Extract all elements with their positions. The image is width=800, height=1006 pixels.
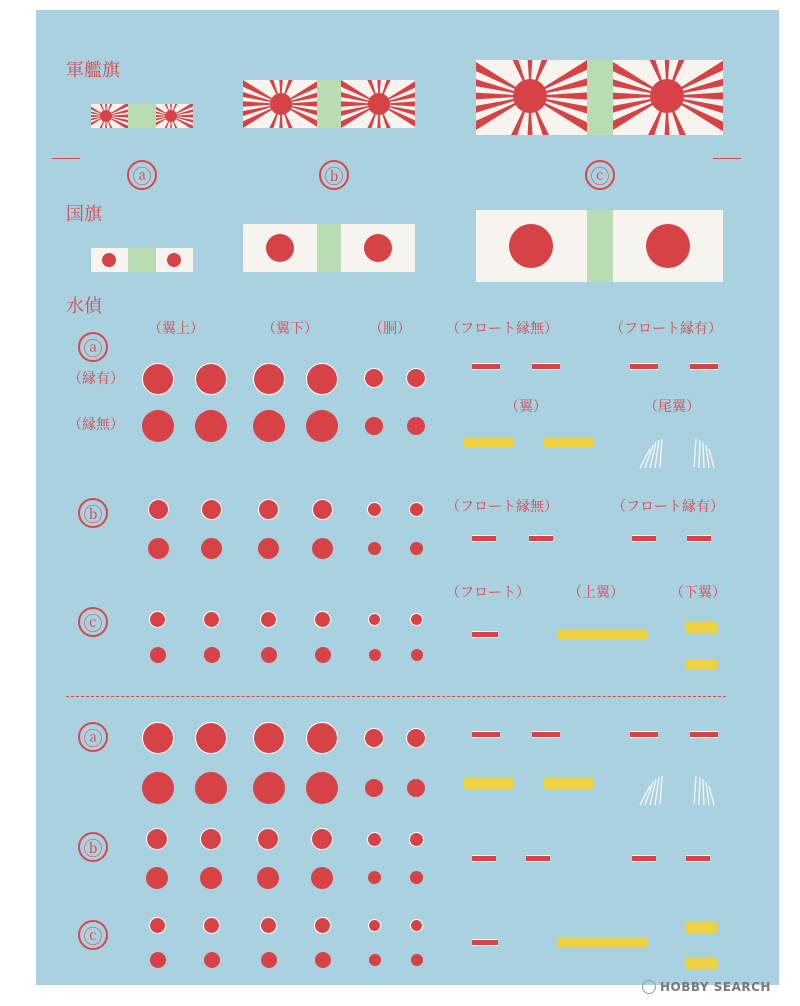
roundel-wing-lower (315, 647, 331, 663)
roundel-fuselage (367, 502, 382, 517)
upper-wing-stripe-yellow (557, 629, 647, 640)
roundel-wing-upper (195, 772, 227, 804)
float-mark (472, 631, 498, 638)
roundel-wing-upper (201, 499, 222, 520)
roundel-fuselage (410, 613, 423, 626)
wing-stripe-yellow (464, 778, 513, 789)
roundel-fuselage (411, 954, 423, 966)
roundel-fuselage (406, 728, 426, 748)
lower-wing-stripe-yellow (686, 958, 717, 969)
roundel-wing-upper (195, 363, 227, 395)
roundel-fuselage (365, 779, 383, 797)
lower-wing-stripe-yellow (686, 622, 717, 633)
section-divider (66, 696, 726, 697)
divider-right (713, 158, 741, 159)
naval-ensign-a (91, 104, 193, 128)
spare-marker-a: ⓐ (78, 722, 108, 752)
seaplane-marker-a: ⓐ (78, 332, 108, 362)
roundel-fuselage (410, 871, 423, 884)
roundel-wing-upper (149, 917, 166, 934)
roundel-fuselage (410, 542, 423, 555)
roundel-wing-lower (306, 722, 338, 754)
header-float-with-border: （フロート縁有） (610, 321, 722, 337)
float-mark (630, 363, 658, 370)
header-float-no-border-b: （フロート縁無） (446, 499, 558, 515)
upper-wing-stripe-yellow (557, 937, 647, 948)
watermark-text: HOBBY SEARCH (660, 980, 771, 994)
marker-a: ⓐ (127, 160, 157, 190)
roundel-wing-lower (312, 499, 333, 520)
marker-b: ⓑ (319, 160, 349, 190)
row-label-no-border: （縁無） (68, 417, 124, 433)
roundel-wing-upper (203, 917, 220, 934)
divider-left (52, 158, 80, 159)
roundel-wing-upper (200, 828, 222, 850)
lower-wing-stripe-yellow (686, 922, 717, 933)
tail-stripes-icon (636, 772, 726, 808)
roundel-wing-upper (149, 611, 166, 628)
roundel-wing-lower (312, 538, 333, 559)
header-float-with-border-b: （フロート縁有） (612, 499, 724, 515)
float-mark (632, 855, 656, 862)
national-flag-title: 国旗 (66, 204, 102, 225)
roundel-wing-lower (260, 611, 277, 628)
roundel-wing-upper (204, 952, 220, 968)
roundel-wing-upper (200, 867, 222, 889)
naval-ensign-c (476, 60, 723, 135)
header-tail-wing: （尾翼） (644, 399, 700, 415)
float-mark (472, 939, 498, 946)
roundel-wing-upper (150, 647, 166, 663)
roundel-wing-upper (203, 611, 220, 628)
roundel-wing-upper (148, 538, 169, 559)
roundel-wing-upper (142, 722, 174, 754)
wing-stripe-yellow (544, 778, 593, 789)
roundel-fuselage (369, 649, 381, 661)
roundel-fuselage (368, 919, 381, 932)
roundel-wing-lower (261, 647, 277, 663)
roundel-fuselage (368, 613, 381, 626)
roundel-wing-lower (306, 772, 338, 804)
row-label-with-border: （縁有） (68, 371, 124, 387)
header-float-no-border: （フロート縁無） (446, 321, 558, 337)
roundel-wing-lower (261, 952, 277, 968)
spare-marker-c: ⓒ (78, 920, 108, 950)
roundel-wing-lower (253, 722, 285, 754)
spare-marker-b: ⓑ (78, 832, 108, 862)
roundel-fuselage (407, 779, 425, 797)
seaplane-title: 水偵 (66, 296, 102, 317)
float-mark (472, 731, 500, 738)
roundel-wing-upper (150, 952, 166, 968)
roundel-wing-lower (257, 828, 279, 850)
float-mark (532, 731, 560, 738)
header-float: （フロート） (446, 585, 530, 601)
roundel-wing-lower (253, 363, 285, 395)
watermark-logo-icon (642, 980, 656, 994)
naval-ensign-title: 軍艦旗 (66, 60, 120, 81)
roundel-fuselage (368, 542, 381, 555)
roundel-wing-lower (258, 499, 279, 520)
roundel-wing-lower (253, 772, 285, 804)
float-mark (472, 363, 500, 370)
float-mark (632, 535, 656, 542)
float-mark (690, 731, 718, 738)
roundel-wing-upper (195, 410, 227, 442)
roundel-fuselage (367, 832, 382, 847)
roundel-wing-lower (257, 867, 279, 889)
header-wing-lower: （翼下） (262, 321, 318, 337)
float-mark (472, 855, 496, 862)
float-mark (526, 855, 550, 862)
roundel-fuselage (411, 649, 423, 661)
roundel-wing-upper (148, 499, 169, 520)
roundel-fuselage (369, 954, 381, 966)
roundel-wing-lower (314, 611, 331, 628)
roundel-wing-lower (306, 410, 338, 442)
roundel-fuselage (406, 368, 426, 388)
float-mark (529, 535, 553, 542)
roundel-wing-upper (195, 722, 227, 754)
header-wing: （翼） (505, 399, 547, 415)
roundel-wing-lower (311, 867, 333, 889)
roundel-wing-lower (314, 917, 331, 934)
float-mark (472, 535, 496, 542)
decal-sheet (36, 10, 779, 985)
national-flag-b (243, 224, 415, 272)
roundel-wing-upper (142, 363, 174, 395)
roundel-wing-upper (204, 647, 220, 663)
roundel-wing-upper (201, 538, 222, 559)
header-lower-wing: （下翼） (670, 585, 726, 601)
roundel-fuselage (364, 728, 384, 748)
roundel-fuselage (364, 368, 384, 388)
roundel-fuselage (368, 871, 381, 884)
float-mark (687, 535, 711, 542)
header-wing-upper: （翼上） (148, 321, 204, 337)
seaplane-marker-b: ⓑ (78, 498, 108, 528)
marker-c: ⓒ (585, 160, 615, 190)
roundel-fuselage (409, 502, 424, 517)
float-mark (686, 855, 710, 862)
roundel-wing-upper (142, 410, 174, 442)
roundel-wing-lower (315, 952, 331, 968)
roundel-fuselage (409, 832, 424, 847)
watermark (642, 978, 771, 996)
roundel-fuselage (407, 417, 425, 435)
roundel-wing-lower (253, 410, 285, 442)
national-flag-c (476, 210, 723, 282)
lower-wing-stripe-yellow (686, 659, 717, 670)
roundel-wing-lower (260, 917, 277, 934)
roundel-wing-upper (142, 772, 174, 804)
wing-stripe-yellow (464, 437, 513, 448)
header-upper-wing: （上翼） (568, 585, 624, 601)
roundel-wing-lower (258, 538, 279, 559)
roundel-wing-lower (311, 828, 333, 850)
roundel-wing-upper (146, 828, 168, 850)
naval-ensign-b (243, 80, 415, 128)
roundel-fuselage (365, 417, 383, 435)
float-mark (532, 363, 560, 370)
header-fuselage: （胴） (369, 321, 411, 337)
wing-stripe-yellow (544, 437, 593, 448)
roundel-wing-upper (146, 867, 168, 889)
national-flag-a (91, 248, 193, 272)
seaplane-marker-c: ⓒ (78, 607, 108, 637)
roundel-wing-lower (306, 363, 338, 395)
float-mark (630, 731, 658, 738)
float-mark (690, 363, 718, 370)
roundel-fuselage (410, 919, 423, 932)
tail-stripes-icon (636, 435, 726, 471)
